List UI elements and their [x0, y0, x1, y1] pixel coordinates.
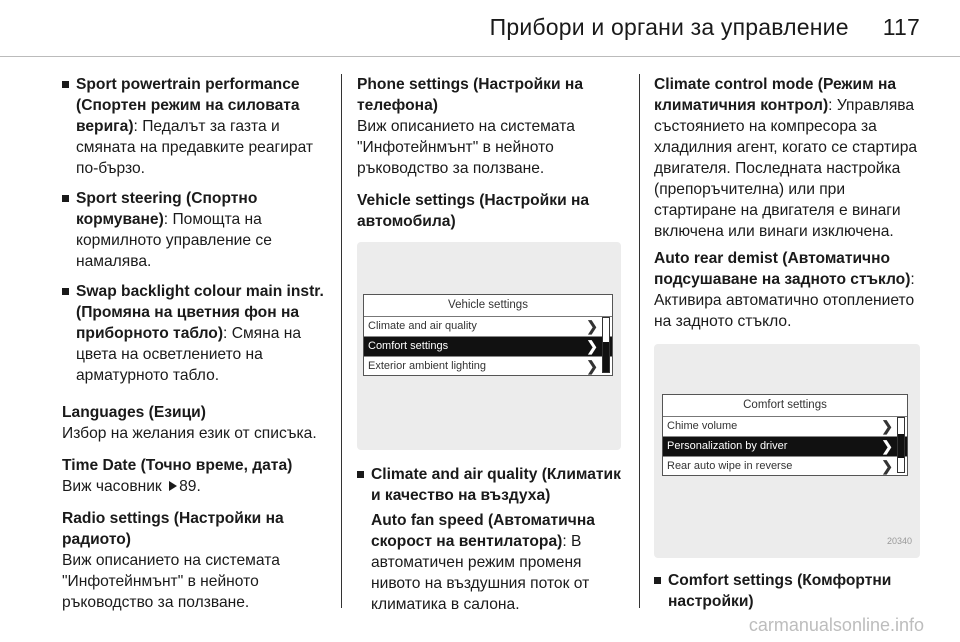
auto-fan-speed-section: [357, 510, 627, 615]
item-heading: Climate and air quality (Климатик и качество на въздуха): [371, 466, 621, 504]
bullet-icon: [62, 288, 69, 295]
panel-title: Comfort settings: [663, 395, 907, 417]
vehicle-settings-screenshot: [357, 242, 621, 450]
chevron-right-icon: ❯: [881, 418, 893, 434]
section-text: Избор на желания език от списъка.: [62, 425, 317, 442]
bullet-icon: [62, 81, 69, 88]
item-text: : Активира автоматично отоплението на задното стъкло.: [654, 271, 915, 330]
menu-item: Chime volume ❯: [663, 417, 907, 437]
section-heading: Radio settings (Настройки на радиото): [62, 510, 284, 548]
panel-title: Vehicle settings: [364, 295, 612, 317]
list-item: [357, 464, 627, 506]
list-item: [62, 188, 330, 272]
scrollbar-thumb: [603, 342, 609, 372]
section-heading: Languages (Езици): [62, 404, 206, 421]
item-heading: Swap backlight colour main instr. (Промяна на цветния фон на приборното табло): [76, 283, 324, 342]
time-date-section: [62, 455, 330, 497]
column-divider: [639, 74, 640, 608]
menu-item-selected: Personalization by driver ❯: [663, 437, 907, 457]
bullet-icon: [62, 195, 69, 202]
column-right: [654, 74, 922, 621]
column-left: [62, 74, 330, 624]
settings-panel: [363, 294, 613, 376]
comfort-settings-screenshot: [654, 344, 920, 558]
chevron-right-icon: ❯: [881, 438, 893, 454]
section-heading: Vehicle settings (Настройки на автомобила): [357, 192, 590, 230]
item-heading: Sport powertrain performance (Спортен режим на силовата верига): [76, 76, 300, 135]
page-header: [490, 14, 920, 41]
menu-item: Rear auto wipe in reverse ❯: [667, 458, 893, 474]
scrollbar-thumb: [898, 434, 904, 458]
scrollbar: [602, 317, 610, 373]
chevron-right-icon: ❯: [881, 458, 893, 474]
section-text: Виж описанието на системата "Инфотейнмънт" в нейното ръководство за ползване.: [357, 118, 575, 177]
chevron-right-icon: ❯: [586, 358, 598, 374]
item-text: : Педалът за газта и смяната на предавките реагират по-бързо.: [76, 118, 314, 177]
phone-settings-section: [357, 74, 627, 179]
auto-rear-demist-section: [654, 248, 922, 332]
scrollbar: [897, 417, 905, 473]
menu-item: Exterior ambient lighting ❯: [368, 358, 598, 374]
item-text: : Смяна на цвета на осветлението на арматурното табло.: [76, 325, 302, 384]
settings-panel: [662, 394, 908, 476]
chevron-right-icon: ❯: [586, 318, 598, 334]
list-item: [62, 281, 330, 386]
item-heading: Comfort settings (Комфортни настройки): [668, 572, 892, 610]
item-text: : В автоматичен режим променя нивото на въздушния поток от климатика в салона.: [371, 533, 590, 613]
bullet-icon: [654, 577, 661, 584]
header-divider: [0, 56, 960, 57]
item-text: : Управлява състоянието на компресора за хладилния агент, когато се стартира двигателя. Последната настройка (препоръчителна) или при стартиране на двигателя е винаги включена или винаги изключена.: [654, 97, 918, 240]
column-middle: [357, 74, 627, 615]
item-heading: Auto rear demist (Автоматично подсушаване на задното стъкло): [654, 250, 911, 288]
watermark: carmanualsonline.info: [748, 615, 924, 635]
item-text: : Помощта на кормилното управление се намалява.: [76, 211, 272, 270]
page-reference-link[interactable]: 89.: [179, 478, 201, 495]
page-number: 117: [882, 14, 920, 40]
item-heading: Auto fan speed (Автоматична скорост на вентилатора): [371, 512, 595, 550]
section-text: Виж описанието на системата "Инфотейнмънт" в нейното ръководство за ползване.: [62, 552, 280, 611]
section-heading: Time Date (Точно време, дата): [62, 457, 293, 474]
chevron-right-icon: ❯: [586, 338, 598, 354]
item-heading: Climate control mode (Режим на климатичния контрол): [654, 76, 897, 114]
image-number: 20340: [886, 536, 912, 546]
list-item: [62, 74, 330, 179]
column-divider: [341, 74, 342, 608]
menu-item-selected: Comfort settings ❯: [364, 337, 612, 357]
page-reference-arrow-icon: [169, 481, 177, 491]
menu-item: Climate and air quality ❯: [364, 317, 612, 337]
list-item: [654, 570, 922, 612]
languages-section: [62, 402, 330, 444]
item-heading: Sport steering (Спортно кормуване): [76, 190, 258, 228]
climate-control-mode-section: [654, 74, 922, 242]
section-heading: Phone settings (Настройки на телефона): [357, 76, 583, 114]
section-text: Виж часовник: [62, 478, 162, 495]
page-title: Прибори и органи за управление: [489, 14, 849, 40]
radio-settings-section: [62, 508, 330, 613]
bullet-icon: [357, 471, 364, 478]
